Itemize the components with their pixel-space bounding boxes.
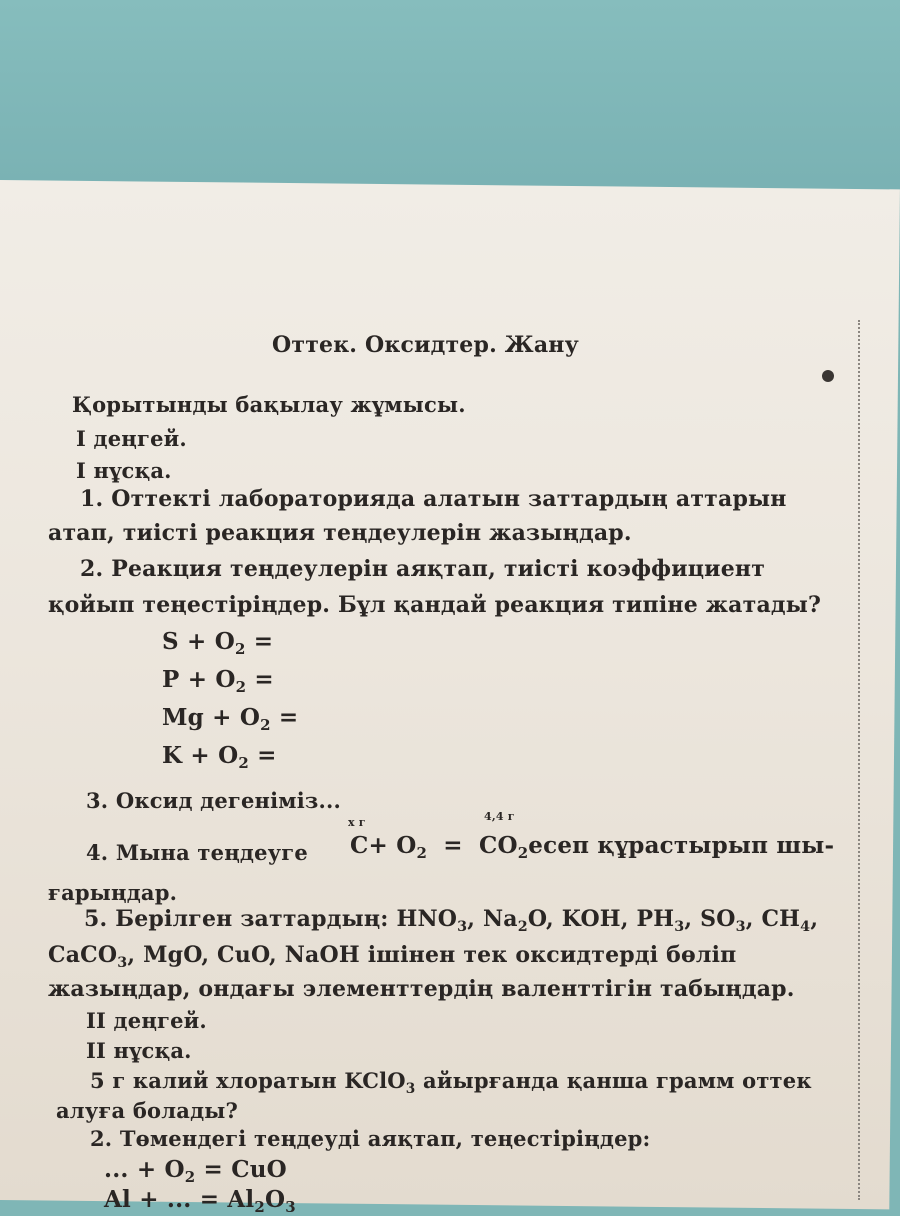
equation-4: $K + O_2$ = [162, 742, 277, 773]
question-1-line-2: атап, тиісті реакция теңдеулерін жазыңдар. [48, 520, 632, 546]
equation-5: ... + $O_2$ = CuO [104, 1156, 287, 1187]
question-4-formula: $C+ O_2$ = $CO_2есеп$ құрастырып шы- [350, 832, 835, 863]
equation-2: $P + O_2$ = [162, 666, 274, 697]
equation-1: $S + O_2$ = [162, 628, 274, 659]
heading: Қорытынды бақылау жұмысы. [72, 392, 466, 417]
question-4-mass-co2: 4,4 г [484, 810, 515, 823]
question-3: 3. Оксид дегеніміз... [86, 788, 342, 813]
level-1: I деңгей. [76, 426, 187, 451]
equation-6: Al + ... = $Al_2O_3$ [104, 1186, 296, 1216]
question-6-line-1: 5 г калий хлоратын KClO$_3$ айырғанда қанша грамм оттек [90, 1068, 812, 1097]
variant-1: I нұсқа. [76, 458, 172, 483]
question-4-mass-c: x г [348, 816, 366, 829]
question-5-line-3: жазыңдар, ондағы элементтердің валенттігін табыңдар. [48, 976, 795, 1002]
equation-3: $Mg + O_2$ = [162, 704, 299, 735]
question-2-line-2: қойып теңестіріңдер. Бұл қандай реакция типіне жатады? [48, 592, 822, 618]
question-4-prefix: 4. Мына теңдеуге [86, 840, 308, 865]
question-2-line-1: 2. Реакция теңдеулерін аяқтап, тиісті коэффициент [80, 556, 766, 582]
question-6-line-2: алуға болады? [56, 1098, 239, 1123]
page-title: Оттек. Оксидтер. Жану [272, 332, 579, 358]
question-7: 2. Төмендегі теңдеуді аяқтап, теңестіріңдер: [90, 1126, 651, 1151]
level-2: II деңгей. [86, 1008, 207, 1033]
variant-2: II нұсқа. [86, 1038, 192, 1063]
question-5-line-1: 5. Берілген заттардың: $HNO_3$, $Na_2O$, KOH, $PH_3$, $SO_3$, $CH_4$, [84, 906, 819, 935]
question-5-line-2: CaCO$_3$, MgO, CuO, NaOH ішінен тек оксидтерді бөліп [48, 942, 737, 971]
question-1-line-1: 1. Оттекті лабораторияда алатын заттардың аттарын [80, 486, 787, 512]
question-4-continuation: ғарыңдар. [48, 880, 178, 905]
